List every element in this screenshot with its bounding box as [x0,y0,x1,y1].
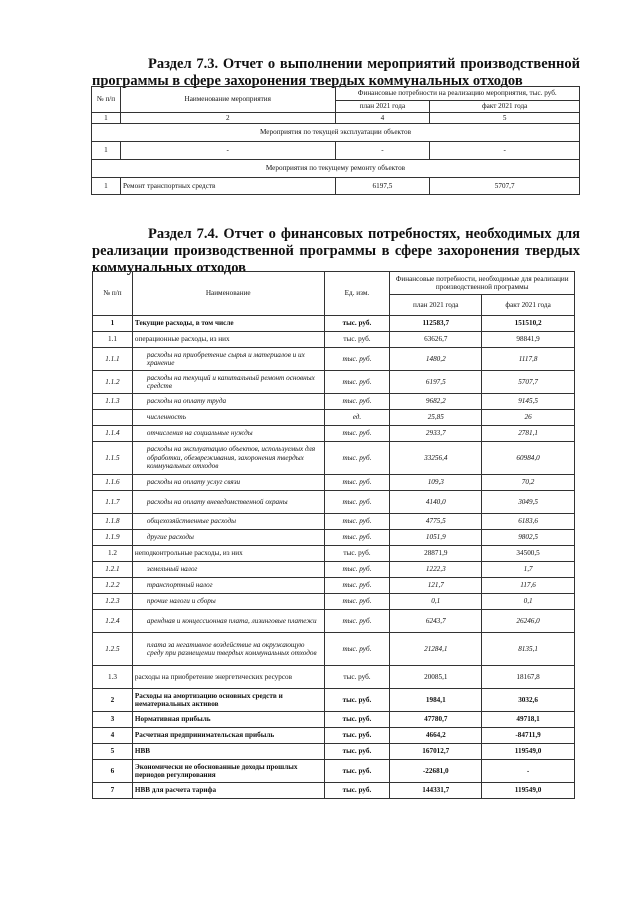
cell-name: расходы на приобретение энергетических ресурсов [132,666,324,689]
cell-name: Текущие расходы, в том числе [132,316,324,332]
cell-plan: 28871,9 [390,546,482,562]
col-plan-header: план 2021 года [390,295,482,316]
cell-plan: 2933,7 [390,426,482,442]
cell-name: операционные расходы, из них [132,332,324,348]
section-7-4-line1: Раздел 7.4. Отчет о финансовых потребностях, необходимых для [148,226,580,242]
cell-plan: 63626,7 [390,332,482,348]
cell-name: арендная и концессионная плата, лизинговые платежи [132,610,324,633]
table-row [93,689,575,712]
cell-name: расходы на текущий и капитальный ремонт основных средств [132,371,324,394]
cell-plan: 4775,5 [390,514,482,530]
cell-fact: -84711,9 [482,728,575,744]
cell-n: 1.2 [93,546,133,562]
cell-unit: тыс. руб. [324,689,390,712]
cell-fact: 9145,5 [482,394,575,410]
cell-plan: 109,3 [390,475,482,491]
group-repair: Мероприятия по текущему ремонту объектов [92,160,580,178]
cell-fact: 98841,9 [482,332,575,348]
cell-n: 1.1.1 [93,348,133,371]
cell-n: 1.1.9 [93,530,133,546]
cell-unit: тыс. руб. [324,530,390,546]
section-7-4-heading [92,226,580,277]
table-row [93,394,575,410]
cell-name: неподконтрольные расходы, из них [132,546,324,562]
cell-fact: 0,1 [482,594,575,610]
cell-unit: тыс. руб. [324,426,390,442]
cell-n: 4 [93,728,133,744]
cell-unit: тыс. руб. [324,394,390,410]
cell-n: 1.2.2 [93,578,133,594]
table-row [93,633,575,666]
cell-unit: тыс. руб. [324,712,390,728]
cell-n: 1.2.3 [93,594,133,610]
cell-plan: 112583,7 [390,316,482,332]
cell-plan: 20085,1 [390,666,482,689]
table-7-3 [91,86,580,195]
cell-unit: тыс. руб. [324,348,390,371]
table-row [93,332,575,348]
table-row [93,562,575,578]
cell-n [93,410,133,426]
table-row [93,594,575,610]
cell-unit: тыс. руб. [324,594,390,610]
col-name-header: Наименование мероприятия [120,87,335,113]
cell-fact: 18167,8 [482,666,575,689]
cell-plan: 1222,3 [390,562,482,578]
section-7-4-line3: коммунальных отходов [92,260,246,276]
row-cell: Ремонт транспортных средств [120,178,335,195]
cell-plan: 1051,9 [390,530,482,546]
cell-fact: 3049,5 [482,491,575,514]
cell-n: 1 [93,316,133,332]
cell-fact: - [482,760,575,783]
cell-name: Экономически не обоснованные доходы прошлых периодов регулирования [132,760,324,783]
section-7-4-line2: реализации производственной программы в сфере захоронения твердых [92,243,580,259]
row-cell: 1 [92,142,121,160]
cell-unit: тыс. руб. [324,562,390,578]
cell-name: расходы на оплату труда [132,394,324,410]
table-row [93,442,575,475]
cell-n: 1.1.6 [93,475,133,491]
col-num-header: № п/п [93,272,133,316]
cell-fact: 6183,6 [482,514,575,530]
index-cell: 2 [120,113,335,124]
cell-fact: 26 [482,410,575,426]
cell-name: НВВ [132,744,324,760]
cell-name: НВВ для расчета тарифа [132,783,324,799]
cell-n: 1.1.8 [93,514,133,530]
cell-fact: 119549,0 [482,783,575,799]
cell-n: 1.3 [93,666,133,689]
table-row [93,316,575,332]
cell-plan: 1480,2 [390,348,482,371]
col-fin-header: Финансовые потребности на реализацию мероприятия, тыс. руб. [335,87,579,101]
index-cell: 4 [335,113,430,124]
col-fact-header: факт 2021 года [430,101,580,113]
cell-unit: тыс. руб. [324,514,390,530]
cell-plan: 25,85 [390,410,482,426]
cell-name: отчисления на социальные нужды [132,426,324,442]
table-row [93,514,575,530]
table-row [93,712,575,728]
cell-fact: 2781,1 [482,426,575,442]
cell-name: плата за негативное воздействие на окружающую среду при размещении твердых коммунальных отходов [132,633,324,666]
cell-fact: 70,2 [482,475,575,491]
cell-name: расходы на эксплуатацию объектов, используемых для обработки, обезвреживания, захоронения твердых коммунальных отходов [132,442,324,475]
cell-n: 1.1.5 [93,442,133,475]
cell-unit: тыс. руб. [324,728,390,744]
cell-name: Расходы на амортизацию основных средств и нематериальных активов [132,689,324,712]
cell-plan: 4664,2 [390,728,482,744]
row-cell: - [430,142,580,160]
cell-fact: 117,6 [482,578,575,594]
cell-fact: 1,7 [482,562,575,578]
cell-plan: 47780,7 [390,712,482,728]
cell-fact: 34500,5 [482,546,575,562]
cell-fact: 9802,5 [482,530,575,546]
cell-n: 1.1.7 [93,491,133,514]
cell-fact: 60984,0 [482,442,575,475]
table-row [93,610,575,633]
cell-unit: ед. [324,410,390,426]
cell-plan: 6197,5 [390,371,482,394]
cell-name: общехозяйственные расходы [132,514,324,530]
cell-fact: 119549,0 [482,744,575,760]
cell-n: 6 [93,760,133,783]
cell-name: земельный налог [132,562,324,578]
table-row [93,578,575,594]
cell-plan: 6243,7 [390,610,482,633]
cell-plan: 167012,7 [390,744,482,760]
cell-n: 1.1 [93,332,133,348]
cell-name: расходы на оплату вневедомственной охраны [132,491,324,514]
cell-unit: тыс. руб. [324,744,390,760]
table-row [93,348,575,371]
table-row [93,426,575,442]
cell-unit: тыс. руб. [324,442,390,475]
cell-unit: тыс. руб. [324,610,390,633]
cell-unit: тыс. руб. [324,666,390,689]
cell-n: 1.1.2 [93,371,133,394]
table-row [93,530,575,546]
cell-n: 1.1.4 [93,426,133,442]
cell-plan: 144331,7 [390,783,482,799]
table-row [93,728,575,744]
index-cell: 5 [430,113,580,124]
cell-plan: -22681,0 [390,760,482,783]
col-num-header: № п/п [92,87,121,113]
cell-name: расходы на приобретение сырья и материалов и их хранение [132,348,324,371]
cell-n: 1.2.4 [93,610,133,633]
cell-name: транспортный налог [132,578,324,594]
row-cell: - [120,142,335,160]
cell-n: 3 [93,712,133,728]
table-row [93,546,575,562]
cell-unit: тыс. руб. [324,491,390,514]
cell-name: Нормативная прибыль [132,712,324,728]
cell-plan: 1984,1 [390,689,482,712]
section-7-3-line2: программы в сфере захоронения твердых коммунальных отходов [92,73,523,89]
cell-unit: тыс. руб. [324,371,390,394]
col-name-header: Наименование [132,272,324,316]
col-unit-header: Ед. изм. [324,272,390,316]
section-7-3-line1: Раздел 7.3. Отчет о выполнении мероприятий производственной [148,56,580,72]
table-7-4-body [93,316,575,799]
cell-name: другие расходы [132,530,324,546]
cell-fact: 1117,8 [482,348,575,371]
cell-plan: 33256,4 [390,442,482,475]
section-7-3-heading [92,56,580,90]
cell-plan: 4140,0 [390,491,482,514]
cell-plan: 0,1 [390,594,482,610]
cell-name: численность [132,410,324,426]
table-row [93,744,575,760]
cell-n: 5 [93,744,133,760]
row-cell: 6197,5 [335,178,430,195]
cell-n: 7 [93,783,133,799]
cell-fact: 49718,1 [482,712,575,728]
cell-fact: 26246,0 [482,610,575,633]
cell-n: 1.2.1 [93,562,133,578]
cell-unit: тыс. руб. [324,578,390,594]
cell-name: прочие налоги и сборы [132,594,324,610]
cell-n: 2 [93,689,133,712]
cell-unit: тыс. руб. [324,783,390,799]
row-cell: - [335,142,430,160]
cell-plan: 9682,2 [390,394,482,410]
cell-unit: тыс. руб. [324,633,390,666]
cell-name: Расчетная предпринимательская прибыль [132,728,324,744]
cell-plan: 21284,1 [390,633,482,666]
cell-fact: 151510,2 [482,316,575,332]
cell-name: расходы на оплату услуг связи [132,475,324,491]
cell-unit: тыс. руб. [324,316,390,332]
row-cell: 5707,7 [430,178,580,195]
cell-unit: тыс. руб. [324,760,390,783]
cell-unit: тыс. руб. [324,332,390,348]
cell-fact: 5707,7 [482,371,575,394]
col-fact-header: факт 2021 года [482,295,575,316]
index-cell: 1 [92,113,121,124]
cell-fact: 3032,6 [482,689,575,712]
cell-n: 1.1.3 [93,394,133,410]
col-fin-header: Финансовые потребности, необходимые для реализации производственной программы [390,272,575,295]
table-7-4 [92,271,575,799]
cell-unit: тыс. руб. [324,475,390,491]
col-plan-header: план 2021 года [335,101,430,113]
table-row [93,666,575,689]
cell-unit: тыс. руб. [324,546,390,562]
cell-n: 1.2.5 [93,633,133,666]
table-row [93,475,575,491]
cell-fact: 8135,1 [482,633,575,666]
table-row [93,371,575,394]
group-operation: Мероприятия по текущей эксплуатации объектов [92,124,580,142]
row-cell: 1 [92,178,121,195]
cell-plan: 121,7 [390,578,482,594]
table-row [93,760,575,783]
table-row [93,783,575,799]
table-row [93,491,575,514]
table-row [93,410,575,426]
